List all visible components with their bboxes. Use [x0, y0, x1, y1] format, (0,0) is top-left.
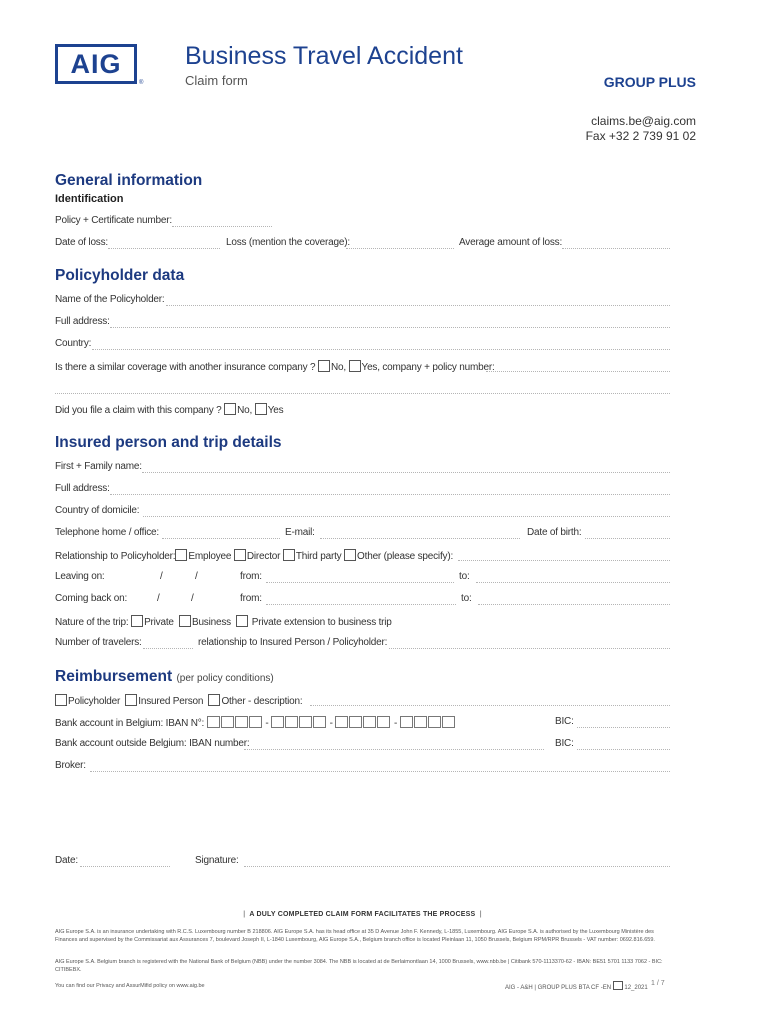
- leaving-from-label: from:: [240, 571, 262, 582]
- iban-box[interactable]: [400, 716, 413, 728]
- date-of-birth-label: Date of birth:: [527, 527, 582, 538]
- iban-box[interactable]: [271, 716, 284, 728]
- date-of-loss-label: Date of loss:: [55, 237, 108, 248]
- contact-fax: Fax +32 2 739 91 02: [585, 129, 696, 143]
- iban-box[interactable]: [235, 716, 248, 728]
- return-from-field[interactable]: [266, 594, 456, 605]
- iban-separator: -: [329, 718, 333, 729]
- document-code-row: [505, 981, 648, 991]
- date-label: Date:: [55, 855, 78, 866]
- loss-coverage-label: Loss (mention the coverage):: [226, 237, 350, 248]
- return-date-slash-1: /: [157, 593, 160, 604]
- trip-nature-row: [55, 615, 392, 628]
- footer-tagline-row: [55, 911, 670, 918]
- payee-insured-label: Insured Person: [138, 696, 204, 707]
- payee-other-label: Other - description:: [221, 696, 303, 707]
- private-extension-label: Private extension to business trip: [251, 617, 392, 628]
- other-relationship-field[interactable]: [458, 550, 670, 561]
- iban-box[interactable]: [335, 716, 348, 728]
- policyholder-country-field[interactable]: [92, 339, 670, 350]
- relationship-insured-label: relationship to Insured Person / Policyholder:: [198, 637, 388, 648]
- filed-claim-yes-checkbox[interactable]: [255, 403, 267, 415]
- reimbursement-note: (per policy conditions): [176, 673, 274, 684]
- payee-row: [55, 694, 303, 707]
- page-number: 1 / 7: [651, 980, 665, 987]
- broker-field[interactable]: [90, 761, 670, 772]
- iban-outside-label: Bank account outside Belgium: IBAN number:: [55, 738, 250, 749]
- private-trip-label: Private: [144, 617, 174, 628]
- privacy-note: You can find our Privacy and AssurMifid policy on www.aig.be: [55, 983, 205, 989]
- business-trip-label: Business: [191, 617, 231, 628]
- insured-name-label: First + Family name:: [55, 461, 142, 472]
- average-amount-field[interactable]: [562, 238, 670, 249]
- date-of-birth-field[interactable]: [585, 528, 670, 539]
- other-relationship-checkbox[interactable]: [344, 549, 356, 561]
- private-extension-checkbox[interactable]: [236, 615, 248, 627]
- leaving-to-field[interactable]: [476, 572, 670, 583]
- return-from-label: from:: [240, 593, 262, 604]
- leaving-from-field[interactable]: [266, 572, 454, 583]
- similar-coverage-no-checkbox[interactable]: [318, 360, 330, 372]
- payee-other-field[interactable]: [310, 695, 670, 706]
- general-information-heading: General information: [55, 172, 203, 189]
- bic-belgium-field[interactable]: [577, 717, 670, 728]
- similar-coverage-yes-label: Yes, company + policy number:: [361, 362, 495, 373]
- coming-back-label: Coming back on:: [55, 593, 128, 604]
- policyholder-address-label: Full address:: [55, 316, 110, 327]
- leaving-date-slash-1: /: [160, 571, 163, 582]
- signature-field[interactable]: [244, 856, 670, 867]
- signature-label: Signature:: [195, 855, 239, 866]
- form-subtitle: Claim form: [185, 73, 248, 88]
- return-to-label: to:: [461, 593, 472, 604]
- iban-box[interactable]: [249, 716, 262, 728]
- iban-outside-field[interactable]: [244, 739, 544, 750]
- trip-nature-label: Nature of the trip:: [55, 617, 129, 628]
- relationship-insured-field[interactable]: [389, 638, 670, 649]
- filed-claim-no-checkbox[interactable]: [224, 403, 236, 415]
- private-trip-checkbox[interactable]: [131, 615, 143, 627]
- date-of-loss-field[interactable]: [108, 238, 220, 249]
- filed-claim-label: Did you file a claim with this company ?: [55, 405, 222, 416]
- product-name: GROUP PLUS: [603, 74, 696, 90]
- other-relationship-label: Other (please specify):: [357, 551, 454, 562]
- reimbursement-heading: Reimbursement: [55, 668, 173, 685]
- insured-domicile-field[interactable]: [143, 506, 670, 517]
- bic-belgium-label: BIC:: [555, 716, 574, 727]
- document-icon: [613, 981, 623, 990]
- insured-name-field[interactable]: [142, 462, 670, 473]
- leaving-to-label: to:: [459, 571, 470, 582]
- payee-policyholder-label: Policyholder: [68, 696, 121, 707]
- director-checkbox[interactable]: [234, 549, 246, 561]
- third-party-checkbox[interactable]: [283, 549, 295, 561]
- director-label: Director: [246, 551, 281, 562]
- date-field[interactable]: [80, 856, 170, 867]
- tagline-bar-left: |: [243, 911, 246, 918]
- insured-person-heading: Insured person and trip details: [55, 434, 282, 451]
- similar-coverage-yes-checkbox[interactable]: [349, 360, 361, 372]
- return-to-field[interactable]: [478, 594, 670, 605]
- form-title: Business Travel Accident: [185, 42, 463, 70]
- policyholder-name-field[interactable]: [166, 295, 670, 306]
- average-amount-label: Average amount of loss:: [459, 237, 563, 248]
- iban-box[interactable]: [221, 716, 234, 728]
- iban-box[interactable]: [207, 716, 220, 728]
- payee-policyholder-checkbox[interactable]: [55, 694, 67, 706]
- iban-box[interactable]: [428, 716, 441, 728]
- relationship-row: [55, 549, 453, 562]
- company-policy-number-field[interactable]: [486, 361, 670, 372]
- tagline-bar-right: |: [479, 911, 482, 918]
- insured-address-label: Full address:: [55, 483, 110, 494]
- footer-tagline: A DULY COMPLETED CLAIM FORM FACILITATES THE PROCESS: [249, 911, 476, 918]
- email-label: E-mail:: [285, 527, 315, 538]
- similar-coverage-row: [55, 360, 495, 373]
- policyholder-name-label: Name of the Policyholder:: [55, 294, 165, 305]
- policy-number-field[interactable]: [172, 216, 272, 227]
- iban-box[interactable]: [377, 716, 390, 728]
- iban-box[interactable]: [414, 716, 427, 728]
- iban-box[interactable]: [285, 716, 298, 728]
- third-party-label: Third party: [295, 551, 342, 562]
- filed-claim-no-label: No,: [237, 405, 253, 416]
- leaving-on-label: Leaving on:: [55, 571, 105, 582]
- iban-belgium-label: Bank account in Belgium: IBAN N°:: [55, 718, 205, 729]
- iban-box[interactable]: [313, 716, 326, 728]
- similar-coverage-no-label: No,: [330, 362, 346, 373]
- iban-belgium-row: [55, 716, 456, 729]
- aig-logo: AIG: [55, 44, 137, 84]
- return-date-slash-2: /: [191, 593, 194, 604]
- iban-separator: -: [393, 718, 398, 729]
- reimbursement-heading-row: [55, 668, 274, 686]
- filed-claim-row: [55, 403, 283, 416]
- payee-other-checkbox[interactable]: [208, 694, 220, 706]
- employee-label: Employee: [188, 551, 232, 562]
- contact-email[interactable]: claims.be@aig.com: [591, 114, 696, 128]
- document-code: AIG - A&H | GROUP PLUS BTA CF -EN: [505, 985, 612, 991]
- employee-checkbox[interactable]: [175, 549, 187, 561]
- document-date: 12_2021: [624, 985, 648, 991]
- bic-outside-field[interactable]: [577, 739, 670, 750]
- iban-separator: -: [265, 718, 269, 729]
- telephone-field[interactable]: [162, 528, 280, 539]
- travelers-field[interactable]: [143, 638, 193, 649]
- iban-box[interactable]: [299, 716, 312, 728]
- company-policy-number-field-line2[interactable]: [55, 383, 670, 394]
- relationship-label: Relationship to Policyholder:: [55, 551, 176, 562]
- loss-coverage-field[interactable]: [346, 238, 454, 249]
- payee-insured-checkbox[interactable]: [125, 694, 137, 706]
- iban-box[interactable]: [442, 716, 455, 728]
- iban-box[interactable]: [363, 716, 376, 728]
- logo-registered-mark: ®: [139, 80, 144, 86]
- bic-outside-label: BIC:: [555, 738, 574, 749]
- identification-subheading: Identification: [55, 193, 124, 205]
- broker-label: Broker:: [55, 760, 86, 771]
- leaving-date-slash-2: /: [195, 571, 198, 582]
- insured-domicile-label: Country of domicile:: [55, 505, 140, 516]
- policy-number-label: Policy + Certificate number:: [55, 215, 172, 226]
- business-trip-checkbox[interactable]: [179, 615, 191, 627]
- iban-box[interactable]: [349, 716, 362, 728]
- legal-text-1: AIG Europe S.A. is an insurance undertaking with R.C.S. Luxembourg number B 218806. AIG Europe S.A. has its head office at 35 D Avenue John F. Kennedy, L-1855, Luxembourg. AIG Europe S.A. is authorised by the Luxembourg Ministère des Finances and supervised by the Commissariat aux Assurances 7, boulevard Joseph II, L-1840 Luxembourg, AIG Europe S.A., Belgium branch office is located Pleinlaan 11, 1050 Brussels, Belgium RPM/RPR Brussels - VAT number: 0692.816.659.: [55, 929, 655, 943]
- email-field[interactable]: [320, 528, 520, 539]
- similar-coverage-label: Is there a similar coverage with another insurance company ?: [55, 362, 316, 373]
- insured-address-field[interactable]: [110, 484, 670, 495]
- policyholder-heading: Policyholder data: [55, 267, 185, 284]
- policyholder-address-field[interactable]: [110, 317, 670, 328]
- legal-text-2: AIG Europe S.A. Belgium branch is registered with the National Bank of Belgium (NBB) under the number 3084. The NBB is located at de Berlaimontlaan 14, 1000 Brussels, www.nbb.be | Citibank 570-1113370-62 - IBAN: BE51 5701 1133 7062 - BIC: CITIBEBX.: [55, 959, 663, 973]
- policyholder-country-label: Country:: [55, 338, 92, 349]
- telephone-label: Telephone home / office:: [55, 527, 159, 538]
- travelers-label: Number of travelers:: [55, 637, 142, 648]
- filed-claim-yes-label: Yes: [267, 405, 284, 416]
